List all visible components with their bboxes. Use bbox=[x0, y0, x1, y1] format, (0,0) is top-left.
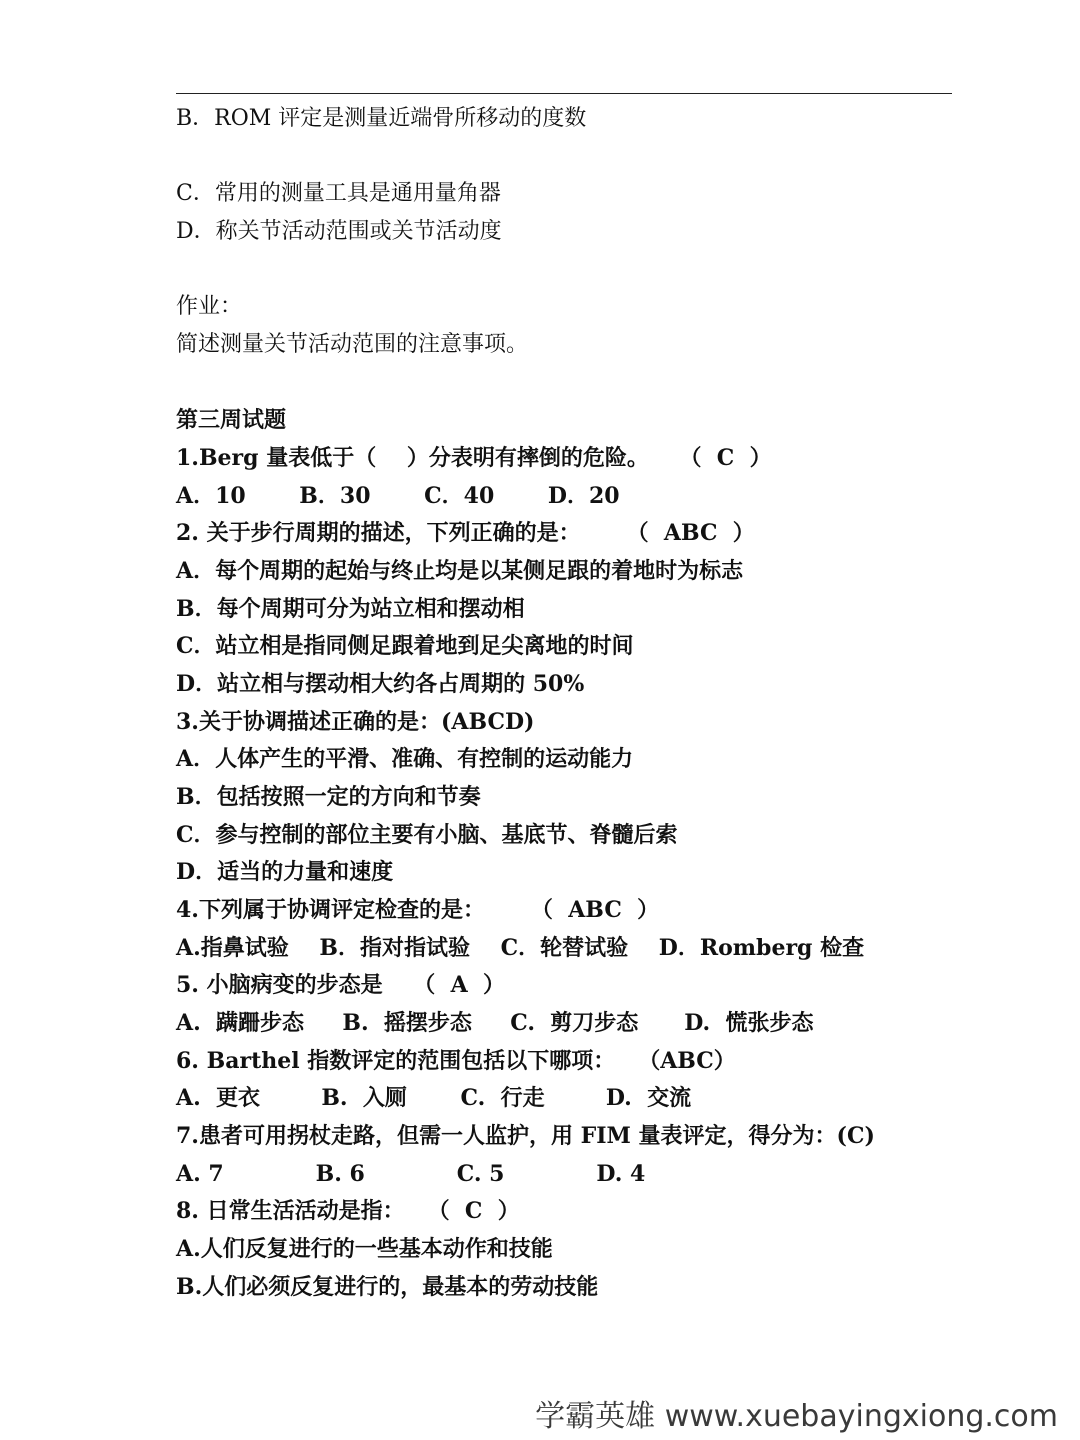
question-2-option-b: B．每个周期可分为站立相和摆动相 bbox=[176, 596, 525, 622]
site-watermark: 学霸英雄 www.xuebayingxiong.com bbox=[535, 1399, 1058, 1434]
question-3-option-c: C．参与控制的部位主要有小脑、基底节、脊髓后索 bbox=[176, 822, 678, 848]
header-rule bbox=[176, 93, 952, 94]
question-2: 2. 关于步行周期的描述，下列正确的是： （ ABC ） bbox=[176, 520, 755, 546]
question-8-option-b: B.人们必须反复进行的，最基本的劳动技能 bbox=[176, 1274, 599, 1300]
question-8-option-a: A.人们反复进行的一些基本动作和技能 bbox=[176, 1236, 553, 1262]
question-1: 1.Berg 量表低于（ ）分表明有摔倒的危险。 （ C ） bbox=[176, 445, 772, 471]
question-5: 5. 小脑病变的步态是 （ A ） bbox=[176, 972, 505, 998]
question-8: 8. 日常生活活动是指： （ C ） bbox=[176, 1198, 520, 1224]
question-2-option-a: A．每个周期的起始与终止均是以某侧足跟的着地时为标志 bbox=[176, 558, 744, 584]
option-b: B．ROM 评定是测量近端骨所移动的度数 bbox=[176, 106, 587, 131]
question-3-option-d: D．适当的力量和速度 bbox=[176, 859, 394, 885]
question-5-options: A. 蹒跚步态 B. 摇摆步态 C. 剪刀步态 D. 慌张步态 bbox=[176, 1010, 814, 1036]
question-2-option-c: C．站立相是指同侧足跟着地到足尖离地的时间 bbox=[176, 633, 634, 659]
option-c: C．常用的测量工具是通用量角器 bbox=[176, 181, 501, 206]
question-6: 6. Barthel 指数评定的范围包括以下哪项： （ABC） bbox=[176, 1048, 736, 1074]
option-d: D．称关节活动范围或关节活动度 bbox=[176, 219, 502, 244]
question-6-options: A. 更衣 B. 入厕 C. 行走 D. 交流 bbox=[176, 1085, 692, 1111]
question-4-options: A.指鼻试验 B．指对指试验 C．轮替试验 D．Romberg 检查 bbox=[176, 935, 865, 961]
question-1-options: A．10 B．30 C．40 D．20 bbox=[176, 483, 620, 509]
question-3-option-b: B．包括按照一定的方向和节奏 bbox=[176, 784, 481, 810]
question-7-options: A. 7 B. 6 C. 5 D. 4 bbox=[176, 1161, 646, 1187]
quiz-title: 第三周试题 bbox=[176, 407, 287, 433]
question-7: 7.患者可用拐杖走路，但需一人监护，用 FIM 量表评定，得分为：(C) bbox=[176, 1123, 875, 1149]
question-3: 3.关于协调描述正确的是：(ABCD) bbox=[176, 709, 535, 735]
question-4: 4.下列属于协调评定检查的是： （ ABC ） bbox=[176, 897, 660, 923]
question-2-option-d: D．站立相与摆动相大约各占周期的 50% bbox=[176, 671, 585, 697]
homework-label: 作业： bbox=[176, 294, 243, 319]
homework-text: 简述测量关节活动范围的注意事项。 bbox=[176, 332, 529, 357]
question-3-option-a: A．人体产生的平滑、准确、有控制的运动能力 bbox=[176, 746, 634, 772]
